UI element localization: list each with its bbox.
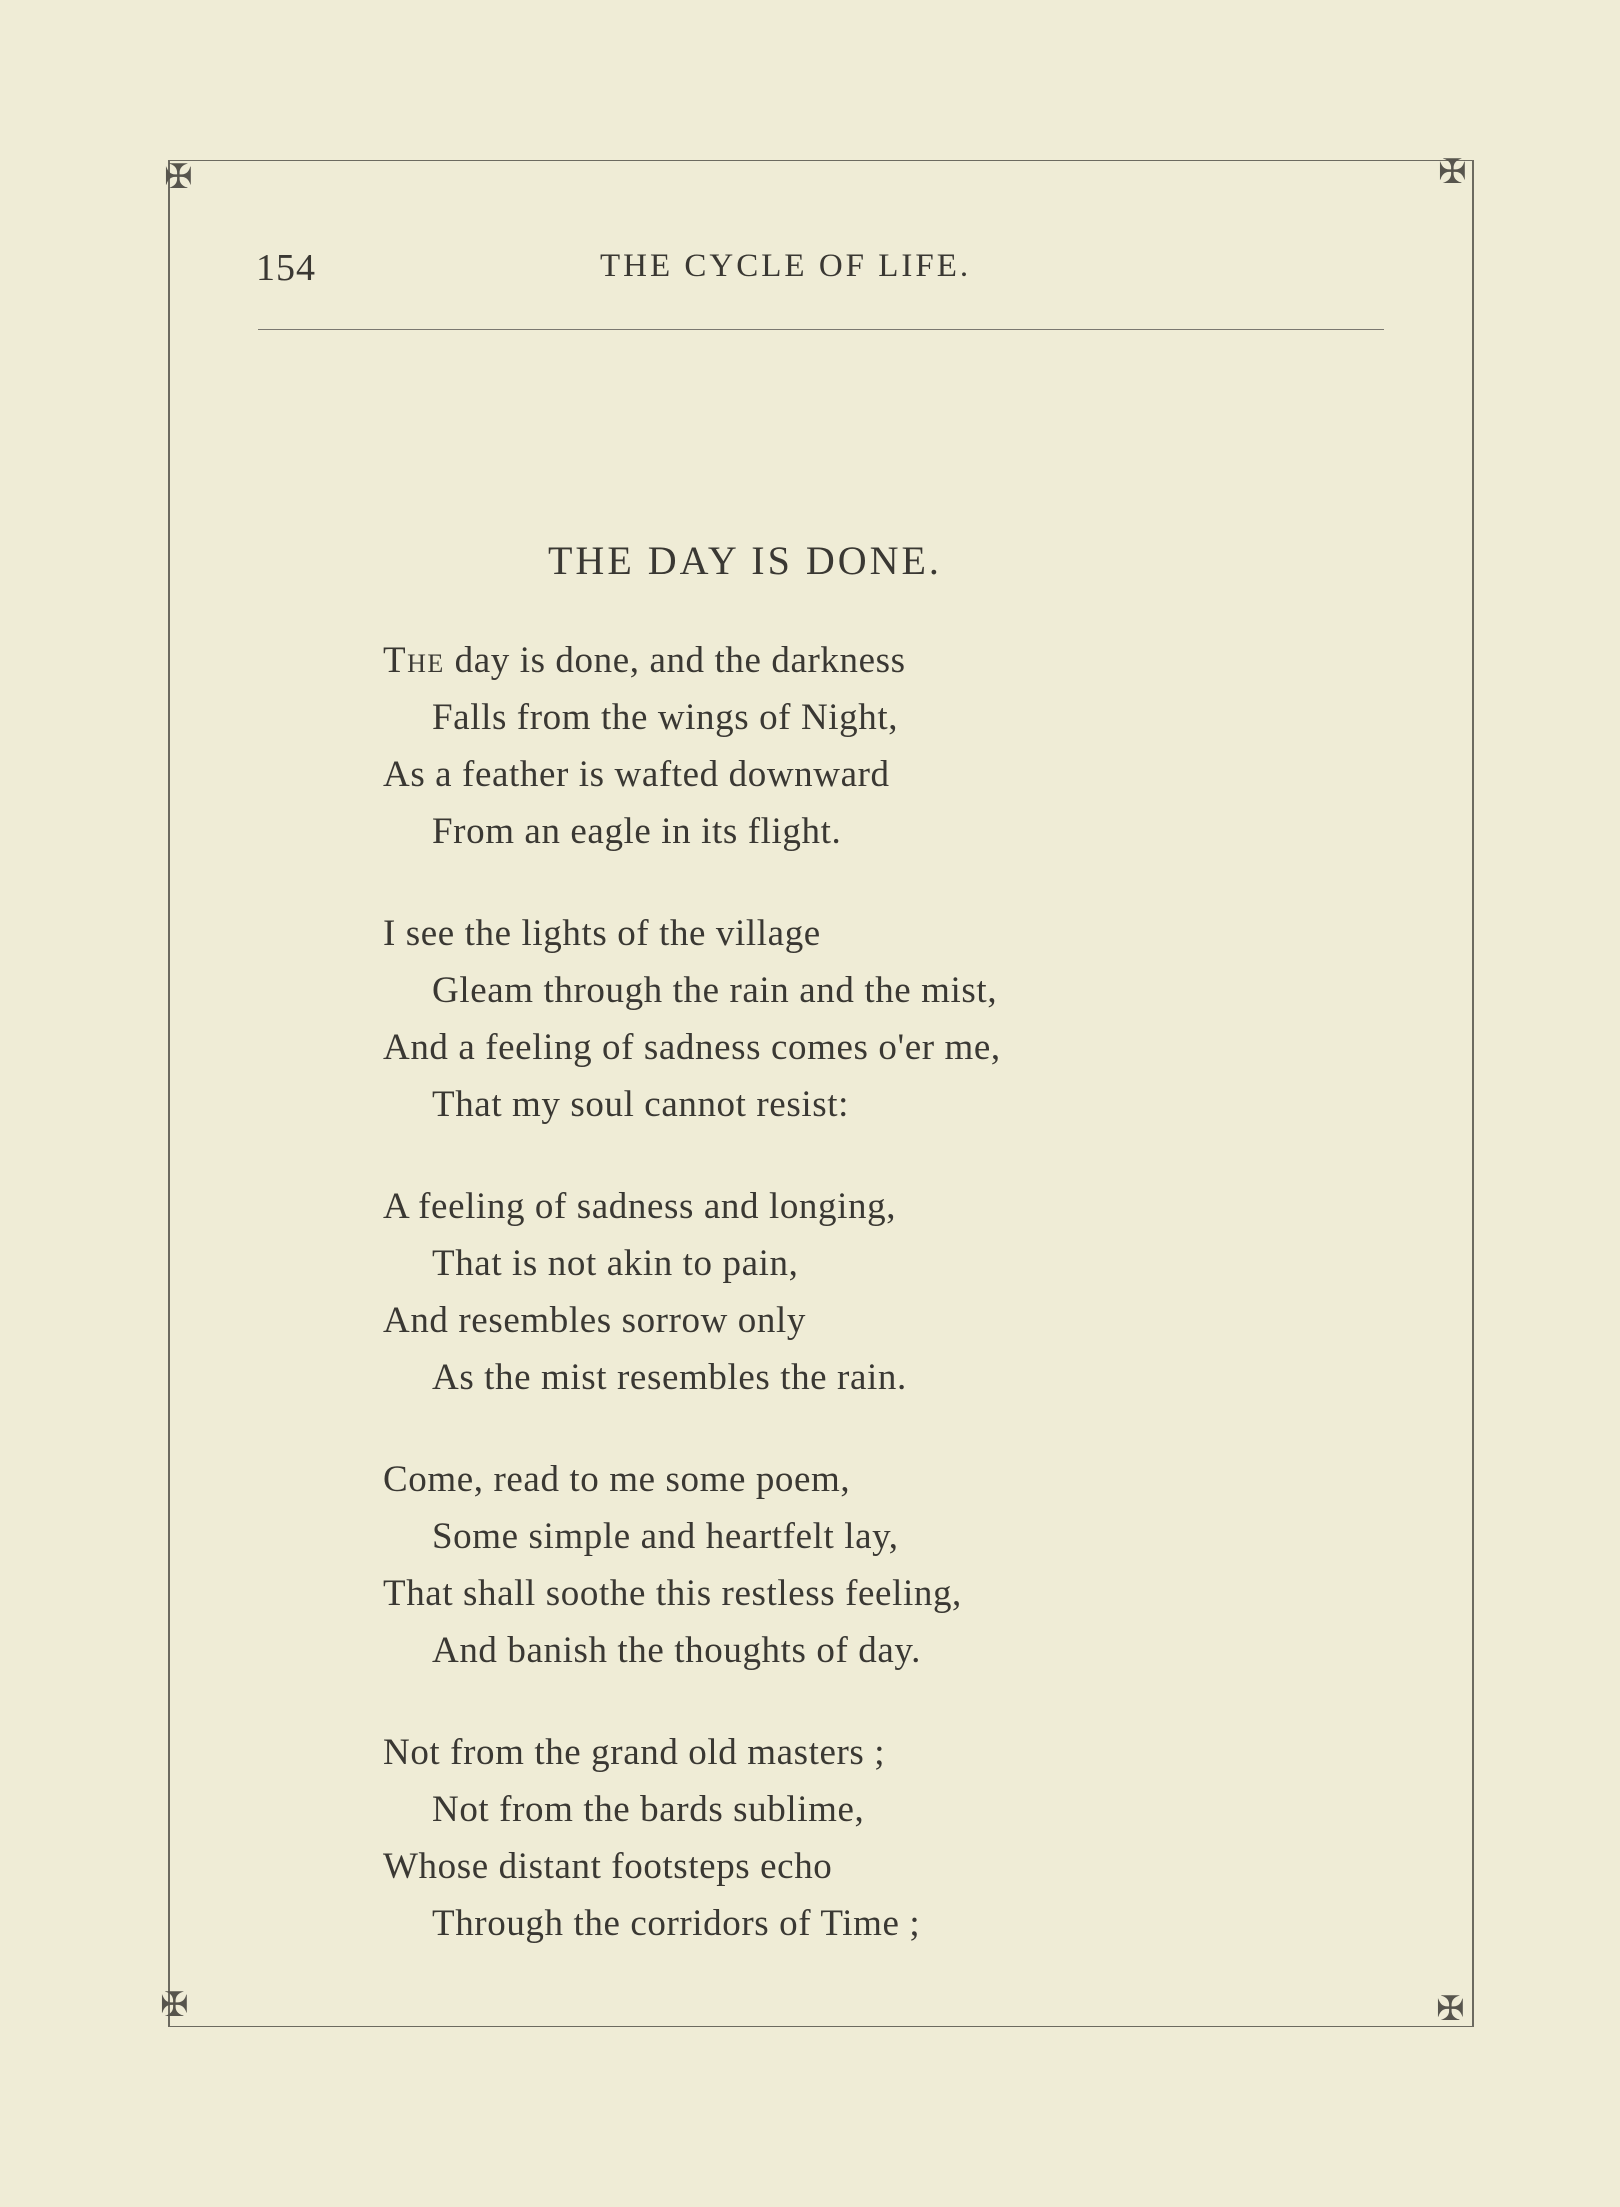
corner-ornament-icon: ✠ [160,1985,189,2025]
poem-line: And banish the thoughts of day. [432,1630,921,1671]
poem-line: Not from the grand old masters ; [383,1732,886,1773]
poem-line [383,632,1383,689]
poem-line: That is not akin to pain, [432,1243,799,1284]
poem-line: As a feather is wafted downward [383,754,890,795]
poem-line: That my soul cannot resist: [432,1084,849,1125]
poem-body [383,632,1383,1997]
stanza [383,1178,1383,1406]
corner-ornament-icon: ✠ [164,157,193,197]
stanza [383,905,1383,1133]
header-divider [258,329,1384,330]
corner-ornament-icon: ✠ [1436,1989,1465,2029]
first-line-text: day is done, and the darkness [444,640,906,681]
poem-title: THE DAY IS DONE. [548,538,942,583]
poem-line: Whose distant footsteps echo [383,1846,833,1887]
poem-line: Gleam through the rain and the mist, [432,970,998,1011]
page-number: 154 [256,247,316,289]
stanza [383,632,1383,860]
poem-line: Come, read to me some poem, [383,1459,851,1500]
corner-ornament-icon: ✠ [1438,152,1467,192]
poem-line: That shall soothe this restless feeling, [383,1573,962,1614]
drop-word: The [383,640,445,681]
stanza [383,1451,1383,1679]
poem-line: Not from the bards sublime, [432,1789,865,1830]
poem-line: From an eagle in its flight. [432,811,842,852]
running-title: THE CYCLE OF LIFE. [600,248,972,284]
stanza [383,1724,1383,1952]
poem-line: And a feeling of sadness comes o'er me, [383,1027,1001,1068]
poem-line: I see the lights of the village [383,913,821,954]
poem-line: As the mist resembles the rain. [432,1357,907,1398]
poem-line: Through the corridors of Time ; [432,1903,921,1944]
poem-line: Falls from the wings of Night, [432,697,899,738]
poem-line: Some simple and heartfelt lay, [432,1516,899,1557]
poem-line: A feeling of sadness and longing, [383,1186,897,1227]
poem-line: And resembles sorrow only [383,1300,806,1341]
